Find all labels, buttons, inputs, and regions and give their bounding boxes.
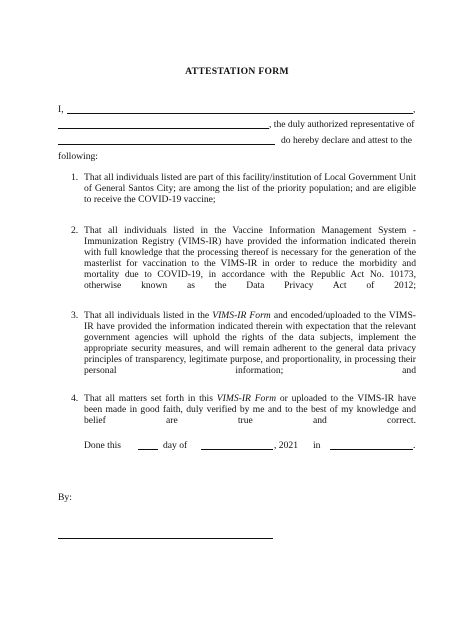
item-4-line: been made in good faith, duly verified by me and to the best of my knowledge and (84, 404, 416, 415)
item-4-first-line (84, 393, 416, 404)
item-4-line: belief are true and correct. (84, 415, 416, 426)
item-2-line: That all individuals listed in the Vaccine Information Management System - (84, 225, 416, 236)
place-blank-line[interactable] (330, 449, 413, 450)
item-3-line: principles of transparency, legitimate purpose, and proportionality, in processing their (84, 354, 416, 365)
item-1-line: of General Santos City; are among the list of the priority population; and are eligible (84, 183, 416, 194)
item-3-line: IR have provided the information indicated therein with expectation that the relevant (84, 321, 416, 332)
done-this-label: Done this (84, 440, 122, 451)
item-4-text: That all matters set forth in this (84, 393, 213, 404)
item-3-text: and encoded/uploaded to the VIMS- (273, 310, 416, 321)
signature-blank-line[interactable] (58, 538, 273, 539)
item-1-line: That all individuals listed are part of this facility/institution of Local Government Unit (84, 172, 416, 183)
item-3-text: That all individuals listed in the (84, 310, 210, 321)
item-2-line: otherwise known as the Data Privacy Act of 2012; (84, 280, 416, 291)
item-2-line: with full knowledge that the processing thereof is necessary for the generation of the (84, 247, 416, 258)
form-title: ATTESTATION FORM (185, 66, 289, 77)
by-label: By: (58, 492, 72, 503)
item-1-line: to receive the COVID-19 vaccine; (84, 194, 216, 205)
item-number: 2. (71, 225, 79, 236)
in-label: in (313, 440, 321, 451)
item-3-line: government agencies will uphold the rights of the data subjects, implement the (84, 332, 416, 343)
item-2-line: masterlist for vaccination to the VIMS-IR in order to reduce the morbidity and (84, 258, 416, 269)
vims-ir-form-emphasis: VIMS-IR Form (216, 393, 277, 404)
intro-i-prefix: I, (58, 104, 64, 115)
intro-line3-text: do hereby declare and attest to the (281, 135, 413, 146)
item-number: 1. (71, 172, 79, 183)
item-number: 3. (71, 310, 79, 321)
item-2-line: mortality due to COVID-19, in accordance with the Republic Act No. 10173, (84, 269, 416, 280)
name-blank-line[interactable] (67, 113, 413, 114)
done-period: . (413, 440, 416, 451)
item-3-line: personal information; and (84, 365, 416, 376)
intro-line4-text: following: (58, 151, 98, 162)
day-blank-line[interactable] (138, 449, 158, 450)
item-3-line: appropriate security measures, and will remain adherent to the general data privacy (84, 343, 416, 354)
item-number: 4. (71, 393, 79, 404)
item-4-text: or uploaded to the VIMS-IR have (279, 393, 416, 404)
item-3-first-line (84, 310, 416, 321)
position-blank-line[interactable] (58, 128, 269, 129)
day-of-label: day of (163, 440, 188, 451)
year-label: , 2021 (274, 440, 298, 451)
intro-line2-text: , the duly authorized representative of (269, 119, 415, 130)
item-2-line: Immunization Registry (VIMS-IR) have provided the information indicated therein (84, 236, 416, 247)
intro-i-suffix: , (413, 104, 416, 115)
institution-blank-line[interactable] (58, 144, 275, 145)
vims-ir-form-emphasis: VIMS-IR Form (212, 310, 271, 321)
month-blank-line[interactable] (201, 449, 273, 450)
